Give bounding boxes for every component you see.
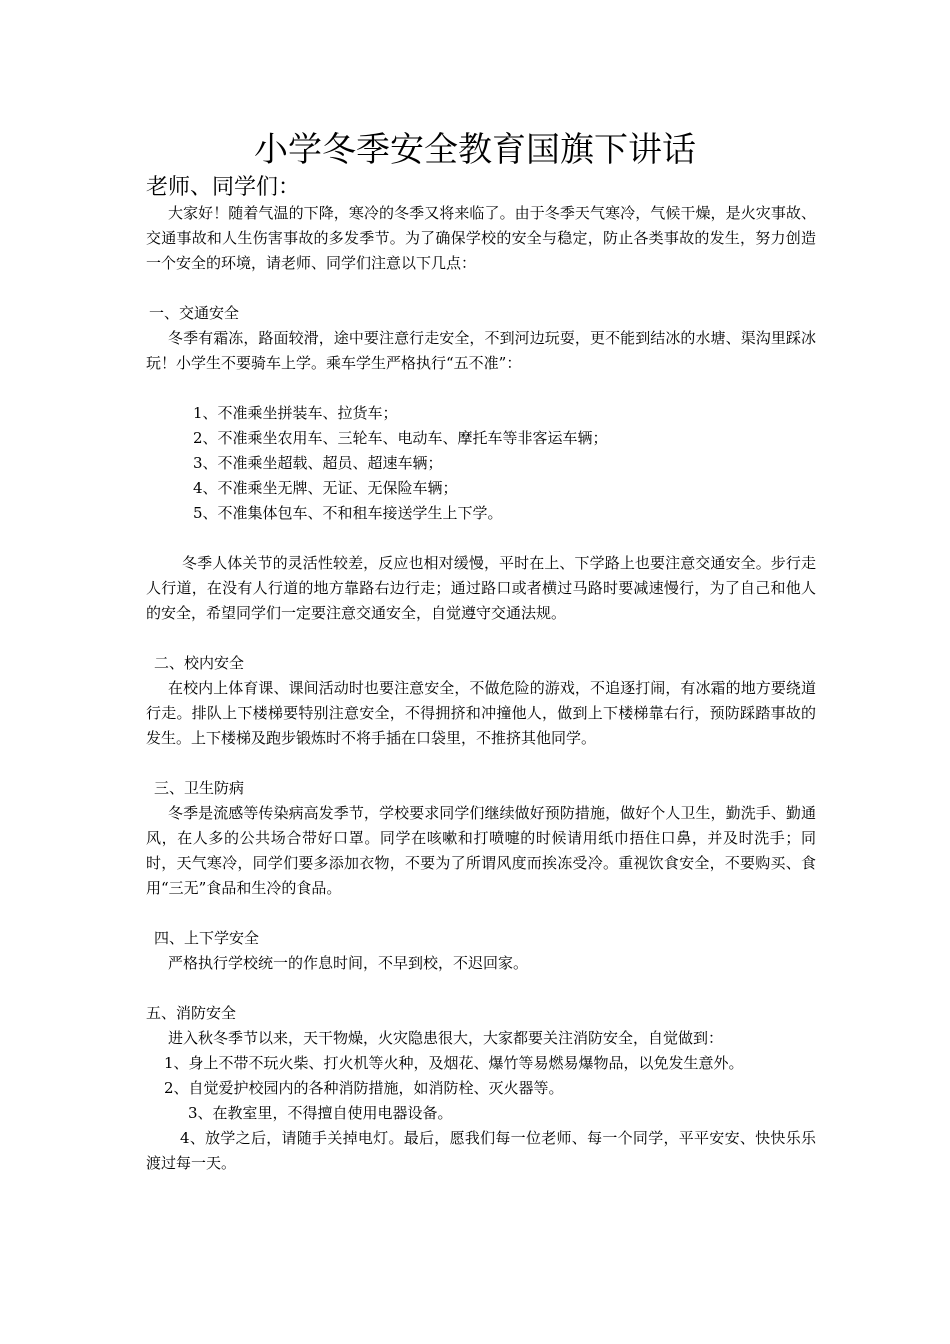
traffic-paragraph-2: 冬季人体关节的灵活性较差，反应也相对缓慢，平时在上、下学路上也要注意交通安全。步行走人行道，在没有人行道的地方靠路右边行走；通过路口或者横过马路时要减速慢行，为了自己和他人的安全，希望同学们一定要注意交通安全，自觉遵守交通法规。 <box>146 554 816 622</box>
fire-item-closing: 4、放学之后，请随手关掉电灯。最后，愿我们每一位老师、每一个同学，平平安安、快快乐乐渡过每一天。 <box>146 1129 816 1172</box>
section-heading-campus: 二、校内安全 <box>154 654 245 672</box>
fire-item: 2、自觉爱护校园内的各种消防措施，如消防栓、灭火器等。 <box>164 1079 564 1097</box>
traffic-rule: 4、不准乘坐无牌、无证、无保险车辆； <box>193 479 458 497</box>
commute-paragraph: 严格执行学校统一的作息时间，不早到校，不迟回家。 <box>168 954 529 972</box>
section-heading-health: 三、卫生防病 <box>154 779 245 797</box>
page-title: 小学冬季安全教育国旗下讲话 <box>254 130 696 170</box>
traffic-rule: 3、不准乘坐超载、超员、超速车辆； <box>193 454 443 472</box>
traffic-rule: 5、不准集体包车、不和租车接送学生上下学。 <box>193 504 503 522</box>
speech-body <box>146 201 816 1176</box>
section-heading-fire: 五、消防安全 <box>146 1004 237 1022</box>
health-paragraph: 冬季是流感等传染病高发季节，学校要求同学们继续做好预防措施，做好个人卫生，勤洗手、勤通风，在人多的公共场合带好口罩。同学在咳嗽和打喷嚏的时候请用纸巾捂住口鼻，并及时洗手；同时，天气寒冷，同学们要多添加衣物，不要为了所谓风度而挨冻受冷。重视饮食安全，不要购买、食用“三无”食品和生冷的食品。 <box>146 804 816 897</box>
salutation: 老师、同学们： <box>146 175 301 200</box>
intro-paragraph: 大家好！随着气温的下降，寒冷的冬季又将来临了。由于冬季天气寒冷，气候干燥，是火灾事故、交通事故和人生伤害事故的多发季节。为了确保学校的安全与稳定，防止各类事故的发生，努力创造一个安全的环境，请老师、同学们注意以下几点： <box>146 204 816 272</box>
traffic-rule: 2、不准乘坐农用车、三轮车、电动车、摩托车等非客运车辆； <box>193 429 608 447</box>
fire-paragraph: 进入秋冬季节以来，天干物燥，火灾隐患很大，大家都要关注消防安全，自觉做到： <box>168 1029 724 1047</box>
section-heading-commute: 四、上下学安全 <box>154 929 260 947</box>
traffic-rule: 1、不准乘坐拼装车、拉货车； <box>193 404 398 422</box>
fire-item: 3、在教室里，不得擅自使用电器设备。 <box>188 1104 453 1122</box>
traffic-paragraph-1: 冬季有霜冻，路面较滑，途中要注意行走安全，不到河边玩耍，更不能到结冰的水塘、渠沟里踩冰玩！小学生不要骑车上学。乘车学生严格执行“五不准”： <box>146 329 816 372</box>
campus-paragraph: 在校内上体育课、课间活动时也要注意安全，不做危险的游戏，不追逐打闹，有冰霜的地方要绕道行走。排队上下楼梯要特别注意安全，不得拥挤和冲撞他人，做到上下楼梯靠右行，预防踩踏事故的发生。上下楼梯及跑步锻炼时不将手插在口袋里，不推挤其他同学。 <box>146 679 816 747</box>
section-heading-traffic: 一、交通安全 <box>149 304 240 322</box>
fire-item: 1、身上不带不玩火柴、打火机等火种，及烟花、爆竹等易燃易爆物品，以免发生意外。 <box>164 1054 744 1072</box>
